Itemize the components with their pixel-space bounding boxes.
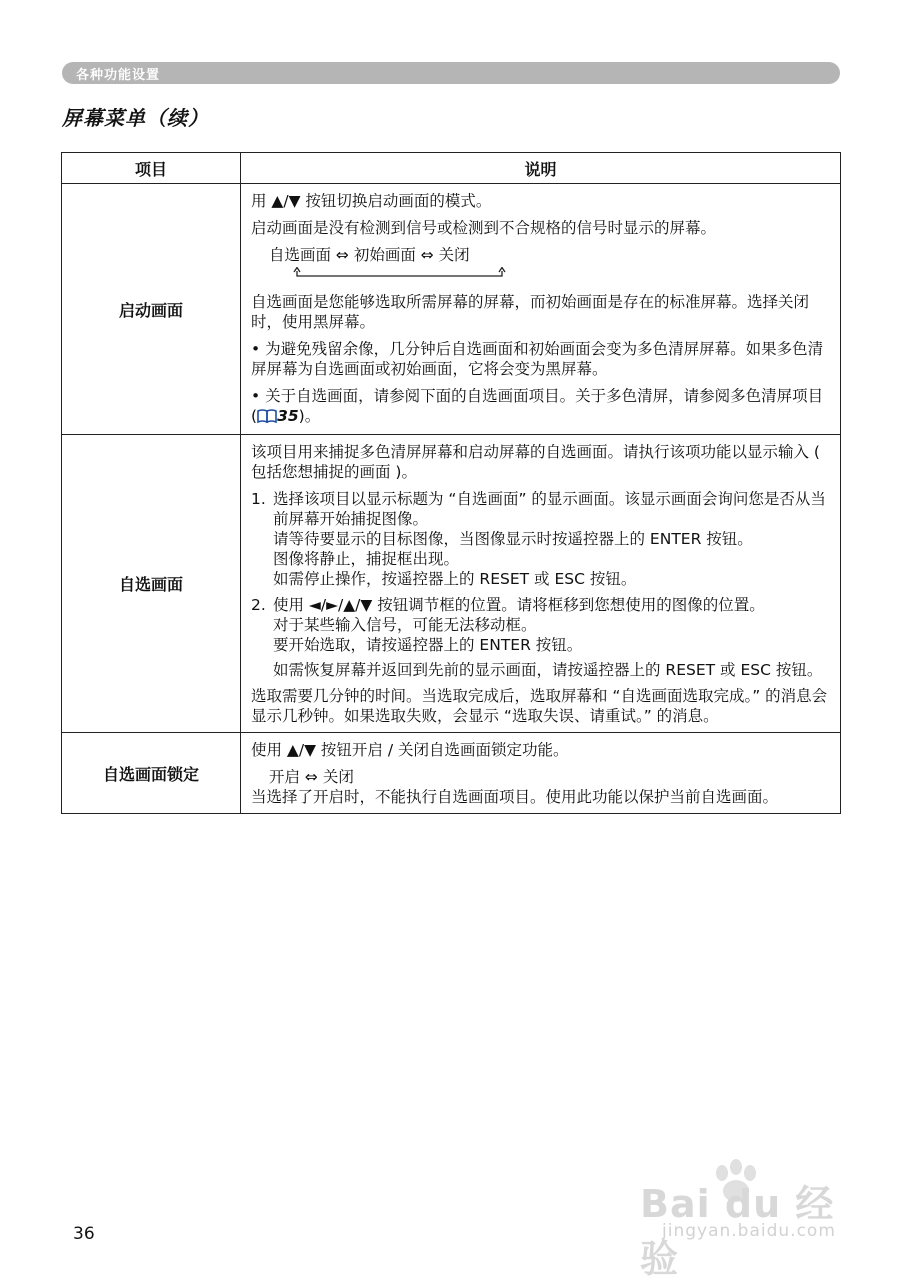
paragraph: 选取需要几分钟的时间。当选取完成后，选取屏幕和 “自选画面选取完成。” 的消息会显示几秒钟。如果选取失败，会显示 “选取失误、请重试。” 的消息。 xyxy=(251,687,828,725)
step-text: 要开始选取，请按遥控器上的 ENTER 按钮。 xyxy=(273,636,583,654)
note-bullet xyxy=(251,386,832,428)
paragraph: 使用 ▲/▼ 按钮开启 / 关闭自选画面锁定功能。 xyxy=(251,741,569,759)
option-cycle: 自选画面 ⇔ 初始画面 ⇔ 关闭 xyxy=(269,246,470,264)
column-header-description: 说明 xyxy=(241,153,841,184)
column-header-item: 项目 xyxy=(62,153,241,184)
description-my-screen-lock xyxy=(241,733,841,814)
step-text: 如需停止操作，按遥控器上的 RESET 或 ESC 按钮。 xyxy=(273,570,637,588)
description-my-screen xyxy=(241,435,841,733)
cycle-return-arrow-icon xyxy=(293,267,506,279)
table-row-start-screen xyxy=(62,184,841,435)
item-start-screen: 启动画面 xyxy=(62,184,241,435)
table-row-my-screen-lock xyxy=(62,733,841,814)
step-text: 图像将静止，捕捉框出现。 xyxy=(273,550,460,568)
table-header-row xyxy=(62,153,841,184)
item-my-screen-lock: 自选画面锁定 xyxy=(62,733,241,814)
baidu-jingyan-watermark xyxy=(640,1165,850,1281)
watermark-logo-text: Bai du 经验 xyxy=(640,1182,835,1281)
page-reference[interactable]: 35 xyxy=(277,407,299,425)
step-text: 对于某些输入信号，可能无法移动框。 xyxy=(273,616,537,634)
list-item xyxy=(251,595,832,680)
paragraph: 自选画面是您能够选取所需屏幕的屏幕，而初始画面是存在的标准屏幕。选择关闭时，使用黑屏幕。 xyxy=(251,293,810,331)
paragraph: 用 ▲/▼ 按钮切换启动画面的模式。 xyxy=(251,192,492,210)
table-row-my-screen xyxy=(62,435,841,733)
option-cycle: 开启 ⇔ 关闭 xyxy=(269,768,354,786)
watermark-url: jingyan.baidu.com xyxy=(662,1221,836,1241)
paragraph: 该项目用来捕捉多色清屏屏幕和启动屏幕的自选画面。请执行该项功能以显示输入 ( 包括您想捕捉的画面 )。 xyxy=(251,443,820,481)
paragraph: 启动画面是没有检测到信号或检测到不合规格的信号时显示的屏幕。 xyxy=(251,219,717,237)
section-header-label: 各种功能设置 xyxy=(76,68,161,83)
description-start-screen xyxy=(241,184,841,435)
paragraph: 当选择了开启时，不能执行自选画面项目。使用此功能以保护当前自选画面。 xyxy=(251,788,779,806)
step-text: 使用 ◄/►/▲/▼ 按钮调节框的位置。请将框移到您想使用的图像的位置。 xyxy=(273,596,765,614)
menu-table xyxy=(61,152,841,814)
page-title: 屏幕菜单（续） xyxy=(62,106,209,130)
step-number: 1. xyxy=(251,490,266,508)
bullet-text: • 关于自选画面，请参阅下面的自选画面项目。关于多色清屏，请参阅多色清屏项目 ( xyxy=(251,387,824,425)
section-header-bar xyxy=(62,62,840,84)
step-text: 选择该项目以显示标题为 “自选画面” 的显示画面。该显示画面会询问您是否从当前屏幕开始捕捉图像。 xyxy=(273,490,826,528)
page-number: 36 xyxy=(73,1224,95,1244)
item-my-screen: 自选画面 xyxy=(62,435,241,733)
step-text: 请等待要显示的目标图像，当图像显示时按遥控器上的 ENTER 按钮。 xyxy=(273,530,753,548)
book-reference-icon xyxy=(257,408,277,428)
step-number: 2. xyxy=(251,596,266,614)
bullet-text: )。 xyxy=(298,407,321,425)
step-text: 如需恢复屏幕并返回到先前的显示画面，请按遥控器上的 RESET 或 ESC 按钮。 xyxy=(273,661,823,679)
note-bullet: • 为避免残留余像，几分钟后自选画面和初始画面会变为多色清屏屏幕。如果多色清屏屏幕为自选画面或初始画面，它将会变为黑屏幕。 xyxy=(251,340,824,378)
list-item xyxy=(251,489,832,589)
